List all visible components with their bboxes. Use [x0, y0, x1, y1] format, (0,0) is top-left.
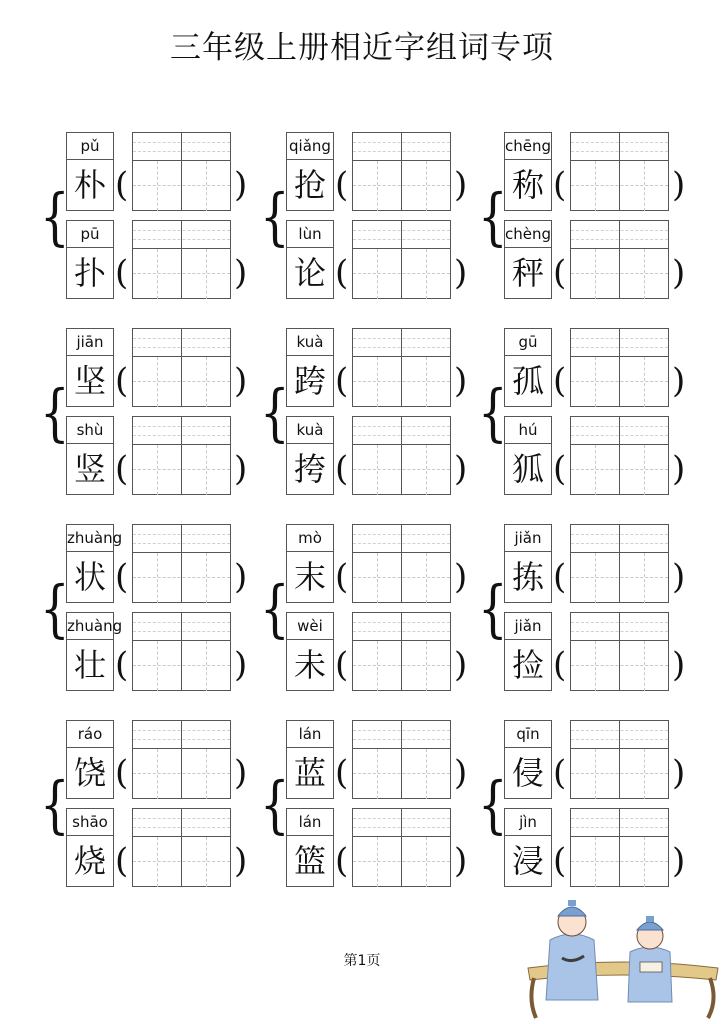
open-paren: ( — [553, 449, 567, 489]
answer-writing-box[interactable] — [352, 808, 451, 887]
guide-line — [595, 357, 596, 407]
word-group — [40, 328, 258, 498]
hanzi-character: 扑 — [66, 247, 114, 299]
hanzi-character: 跨 — [286, 355, 334, 407]
pinyin-label: zhuàng — [66, 524, 114, 552]
guide-line — [353, 185, 450, 186]
pinyin-label: hú — [504, 416, 552, 444]
hanzi-character: 末 — [286, 551, 334, 603]
guide-line — [133, 185, 230, 186]
pinyin-label: jiǎn — [504, 524, 552, 552]
guide-line — [353, 631, 450, 632]
guide-line — [377, 641, 378, 691]
close-paren: ) — [672, 361, 686, 401]
character-item — [478, 132, 696, 212]
close-paren: ) — [454, 449, 468, 489]
answer-writing-box[interactable] — [570, 132, 669, 211]
guide-line — [571, 435, 668, 436]
character-item — [260, 808, 478, 888]
hanzi-character: 孤 — [504, 355, 552, 407]
close-paren: ) — [672, 253, 686, 293]
hanzi-character: 侵 — [504, 747, 552, 799]
guide-line — [426, 161, 427, 211]
guide-line — [133, 435, 230, 436]
close-paren: ) — [454, 645, 468, 685]
guide-line — [377, 553, 378, 603]
close-paren: ) — [672, 841, 686, 881]
answer-writing-box[interactable] — [352, 132, 451, 211]
open-paren: ( — [553, 645, 567, 685]
close-paren: ) — [672, 449, 686, 489]
guide-line — [206, 837, 207, 887]
guide-line — [206, 749, 207, 799]
guide-line — [133, 273, 230, 274]
guide-line — [353, 435, 450, 436]
brace: { — [478, 180, 508, 253]
guide-line — [353, 543, 450, 544]
pinyin-label: lán — [286, 720, 334, 748]
word-group — [40, 132, 258, 302]
hanzi-character: 篮 — [286, 835, 334, 887]
brace: { — [260, 376, 290, 449]
hanzi-character: 狐 — [504, 443, 552, 495]
hanzi-character: 状 — [66, 551, 114, 603]
word-group — [260, 328, 478, 498]
character-item — [478, 720, 696, 800]
guide-line — [644, 445, 645, 495]
close-paren: ) — [234, 557, 248, 597]
character-item — [478, 808, 696, 888]
answer-writing-box[interactable] — [352, 328, 451, 407]
hanzi-character: 壮 — [66, 639, 114, 691]
pinyin-label: gū — [504, 328, 552, 356]
guide-line — [377, 749, 378, 799]
pinyin-label: jiǎn — [504, 612, 552, 640]
guide-line — [353, 861, 450, 862]
hanzi-character: 竖 — [66, 443, 114, 495]
students-illustration — [522, 890, 722, 1024]
guide-line — [571, 739, 668, 740]
guide-line — [133, 543, 230, 544]
word-group — [40, 720, 258, 890]
guide-line — [353, 230, 450, 231]
word-group — [478, 720, 696, 890]
guide-line — [157, 249, 158, 299]
character-item — [260, 416, 478, 496]
guide-line — [571, 338, 668, 339]
guide-line — [133, 730, 230, 731]
character-item — [478, 416, 696, 496]
guide-line — [157, 445, 158, 495]
hanzi-character: 称 — [504, 159, 552, 211]
hanzi-character: 烧 — [66, 835, 114, 887]
word-group — [260, 720, 478, 890]
guide-line — [157, 749, 158, 799]
guide-line — [157, 641, 158, 691]
guide-line — [206, 161, 207, 211]
guide-line — [133, 142, 230, 143]
character-item — [260, 612, 478, 692]
brace: { — [478, 768, 508, 841]
open-paren: ( — [335, 557, 349, 597]
close-paren: ) — [234, 841, 248, 881]
close-paren: ) — [234, 645, 248, 685]
word-group — [478, 524, 696, 694]
guide-line — [644, 357, 645, 407]
guide-line — [353, 739, 450, 740]
guide-line — [133, 534, 230, 535]
pinyin-label: jiān — [66, 328, 114, 356]
character-item — [260, 720, 478, 800]
guide-line — [644, 553, 645, 603]
guide-line — [571, 347, 668, 348]
open-paren: ( — [553, 253, 567, 293]
open-paren: ( — [115, 645, 129, 685]
guide-line — [426, 357, 427, 407]
open-paren: ( — [553, 841, 567, 881]
guide-line — [571, 534, 668, 535]
close-paren: ) — [234, 165, 248, 205]
guide-line — [426, 837, 427, 887]
answer-writing-box[interactable] — [132, 808, 231, 887]
pinyin-label: kuà — [286, 328, 334, 356]
page-number: 第1页 — [343, 953, 381, 969]
guide-line — [353, 665, 450, 666]
close-paren: ) — [454, 841, 468, 881]
guide-line — [377, 249, 378, 299]
character-item — [260, 220, 478, 300]
guide-line — [206, 445, 207, 495]
hanzi-character: 浸 — [504, 835, 552, 887]
guide-line — [571, 577, 668, 578]
guide-line — [571, 543, 668, 544]
answer-writing-box[interactable] — [132, 416, 231, 495]
guide-line — [571, 469, 668, 470]
hanzi-character: 饶 — [66, 747, 114, 799]
guide-line — [353, 577, 450, 578]
pinyin-label: jìn — [504, 808, 552, 836]
pinyin-label: qiǎng — [286, 132, 334, 160]
guide-line — [206, 249, 207, 299]
guide-line — [353, 239, 450, 240]
guide-line — [595, 641, 596, 691]
guide-line — [206, 553, 207, 603]
close-paren: ) — [234, 449, 248, 489]
character-item — [40, 220, 258, 300]
brace: { — [260, 768, 290, 841]
guide-line — [571, 861, 668, 862]
open-paren: ( — [553, 753, 567, 793]
guide-line — [377, 161, 378, 211]
answer-writing-box[interactable] — [132, 328, 231, 407]
open-paren: ( — [115, 841, 129, 881]
guide-line — [644, 161, 645, 211]
answer-writing-box[interactable] — [352, 720, 451, 799]
guide-line — [133, 631, 230, 632]
close-paren: ) — [234, 361, 248, 401]
guide-line — [133, 739, 230, 740]
guide-line — [595, 161, 596, 211]
guide-line — [595, 837, 596, 887]
guide-line — [133, 338, 230, 339]
pinyin-label: chèng — [504, 220, 552, 248]
pinyin-label: zhuàng — [66, 612, 114, 640]
guide-line — [353, 381, 450, 382]
word-group — [260, 524, 478, 694]
answer-writing-box[interactable] — [570, 720, 669, 799]
guide-line — [353, 818, 450, 819]
guide-line — [571, 827, 668, 828]
guide-line — [157, 837, 158, 887]
hanzi-character: 拣 — [504, 551, 552, 603]
page-title: 三年级上册相近字组词专项 — [170, 30, 554, 66]
hanzi-character: 秤 — [504, 247, 552, 299]
guide-line — [644, 837, 645, 887]
guide-line — [571, 142, 668, 143]
guide-line — [426, 249, 427, 299]
student-right-graphic — [628, 916, 672, 1002]
pinyin-label: pū — [66, 220, 114, 248]
open-paren: ( — [115, 753, 129, 793]
guide-line — [353, 273, 450, 274]
guide-line — [377, 357, 378, 407]
guide-line — [133, 347, 230, 348]
hanzi-character: 抢 — [286, 159, 334, 211]
guide-line — [206, 357, 207, 407]
guide-line — [571, 773, 668, 774]
guide-line — [353, 142, 450, 143]
guide-line — [353, 827, 450, 828]
answer-writing-box[interactable] — [570, 416, 669, 495]
pinyin-label: pǔ — [66, 132, 114, 160]
guide-line — [353, 426, 450, 427]
pinyin-label: chēng — [504, 132, 552, 160]
hanzi-character: 挎 — [286, 443, 334, 495]
pinyin-label: qīn — [504, 720, 552, 748]
hanzi-character: 论 — [286, 247, 334, 299]
guide-line — [133, 577, 230, 578]
brace: { — [40, 376, 70, 449]
open-paren: ( — [335, 165, 349, 205]
guide-line — [377, 445, 378, 495]
guide-line — [377, 837, 378, 887]
guide-line — [426, 641, 427, 691]
guide-line — [644, 249, 645, 299]
hanzi-character: 蓝 — [286, 747, 334, 799]
open-paren: ( — [115, 361, 129, 401]
guide-line — [644, 749, 645, 799]
answer-writing-box[interactable] — [132, 220, 231, 299]
word-group — [40, 524, 258, 694]
hanzi-character: 坚 — [66, 355, 114, 407]
guide-line — [571, 230, 668, 231]
open-paren: ( — [335, 841, 349, 881]
open-paren: ( — [115, 253, 129, 293]
answer-writing-box[interactable] — [570, 524, 669, 603]
guide-line — [133, 665, 230, 666]
character-item — [260, 328, 478, 408]
guide-line — [644, 641, 645, 691]
guide-line — [571, 818, 668, 819]
guide-line — [133, 230, 230, 231]
close-paren: ) — [454, 753, 468, 793]
answer-writing-box[interactable] — [352, 416, 451, 495]
brace: { — [478, 572, 508, 645]
open-paren: ( — [335, 645, 349, 685]
open-paren: ( — [553, 361, 567, 401]
guide-line — [133, 151, 230, 152]
character-item — [40, 720, 258, 800]
answer-writing-box[interactable] — [352, 220, 451, 299]
open-paren: ( — [553, 165, 567, 205]
pinyin-label: shù — [66, 416, 114, 444]
guide-line — [571, 730, 668, 731]
answer-writing-box[interactable] — [132, 612, 231, 691]
guide-line — [133, 426, 230, 427]
word-group — [260, 132, 478, 302]
close-paren: ) — [672, 753, 686, 793]
word-group — [478, 328, 696, 498]
character-item — [478, 612, 696, 692]
brace: { — [40, 572, 70, 645]
guide-line — [571, 426, 668, 427]
close-paren: ) — [454, 253, 468, 293]
character-item — [40, 416, 258, 496]
close-paren: ) — [234, 753, 248, 793]
character-item — [40, 328, 258, 408]
guide-line — [133, 861, 230, 862]
open-paren: ( — [115, 449, 129, 489]
guide-line — [571, 665, 668, 666]
answer-writing-box[interactable] — [570, 612, 669, 691]
answer-writing-box[interactable] — [570, 808, 669, 887]
guide-line — [571, 631, 668, 632]
guide-line — [571, 239, 668, 240]
open-paren: ( — [335, 253, 349, 293]
guide-line — [353, 151, 450, 152]
character-item — [40, 524, 258, 604]
answer-writing-box[interactable] — [570, 328, 669, 407]
brace: { — [260, 572, 290, 645]
guide-line — [133, 381, 230, 382]
pinyin-label: lán — [286, 808, 334, 836]
character-item — [40, 132, 258, 212]
character-item — [40, 808, 258, 888]
guide-line — [353, 338, 450, 339]
guide-line — [353, 773, 450, 774]
close-paren: ) — [454, 557, 468, 597]
guide-line — [353, 347, 450, 348]
character-item — [40, 612, 258, 692]
guide-line — [133, 827, 230, 828]
guide-line — [595, 749, 596, 799]
guide-line — [595, 445, 596, 495]
student-left-graphic — [546, 900, 598, 1000]
guide-line — [157, 553, 158, 603]
guide-line — [133, 818, 230, 819]
guide-line — [157, 161, 158, 211]
pinyin-label: shāo — [66, 808, 114, 836]
open-paren: ( — [335, 753, 349, 793]
guide-line — [595, 249, 596, 299]
answer-writing-box[interactable] — [352, 612, 451, 691]
word-group — [478, 132, 696, 302]
guide-line — [426, 749, 427, 799]
guide-line — [353, 534, 450, 535]
pinyin-label: wèi — [286, 612, 334, 640]
close-paren: ) — [672, 165, 686, 205]
character-item — [478, 328, 696, 408]
character-item — [260, 132, 478, 212]
close-paren: ) — [672, 645, 686, 685]
guide-line — [353, 622, 450, 623]
answer-writing-box[interactable] — [132, 524, 231, 603]
guide-line — [133, 239, 230, 240]
guide-line — [571, 622, 668, 623]
guide-line — [571, 151, 668, 152]
guide-line — [353, 730, 450, 731]
brace: { — [478, 376, 508, 449]
character-item — [478, 524, 696, 604]
character-item — [478, 220, 696, 300]
guide-line — [571, 273, 668, 274]
guide-line — [571, 381, 668, 382]
close-paren: ) — [234, 253, 248, 293]
guide-line — [133, 469, 230, 470]
brace: { — [260, 180, 290, 253]
guide-line — [571, 185, 668, 186]
hanzi-character: 朴 — [66, 159, 114, 211]
close-paren: ) — [672, 557, 686, 597]
answer-writing-box[interactable] — [132, 132, 231, 211]
guide-line — [595, 553, 596, 603]
guide-line — [353, 469, 450, 470]
hanzi-character: 未 — [286, 639, 334, 691]
pinyin-label: mò — [286, 524, 334, 552]
guide-line — [133, 773, 230, 774]
guide-line — [206, 641, 207, 691]
brace: { — [40, 768, 70, 841]
brace: { — [40, 180, 70, 253]
guide-line — [426, 553, 427, 603]
answer-writing-box[interactable] — [570, 220, 669, 299]
close-paren: ) — [454, 361, 468, 401]
answer-writing-box[interactable] — [352, 524, 451, 603]
open-paren: ( — [553, 557, 567, 597]
pinyin-label: ráo — [66, 720, 114, 748]
guide-line — [157, 357, 158, 407]
open-paren: ( — [335, 449, 349, 489]
open-paren: ( — [335, 361, 349, 401]
pinyin-label: lùn — [286, 220, 334, 248]
answer-writing-box[interactable] — [132, 720, 231, 799]
hanzi-character: 捡 — [504, 639, 552, 691]
open-paren: ( — [115, 165, 129, 205]
guide-line — [133, 622, 230, 623]
guide-line — [426, 445, 427, 495]
close-paren: ) — [454, 165, 468, 205]
character-item — [260, 524, 478, 604]
open-paren: ( — [115, 557, 129, 597]
pinyin-label: kuà — [286, 416, 334, 444]
